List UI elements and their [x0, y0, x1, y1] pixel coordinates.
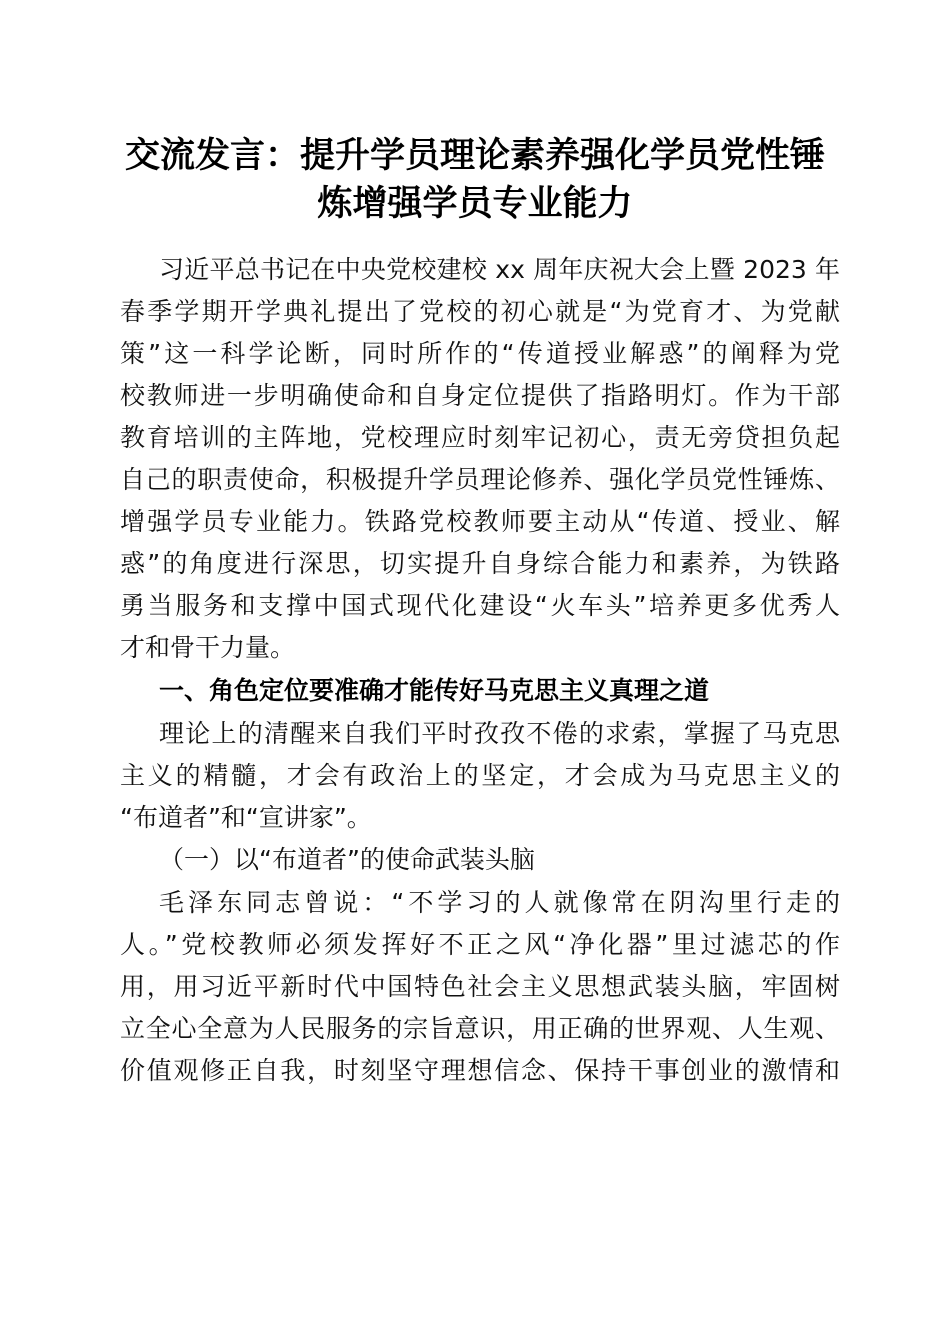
body-text-line: 习近平总书记在中央党校建校 xx 周年庆祝大会上暨 2023 年 — [159, 255, 840, 284]
body-text-line: 惑”的角度进行深思，切实提升自身综合能力和素养，为铁路 — [120, 549, 840, 578]
title-line-1: 交流发言：提升学员理论素养强化学员党性锤 — [124, 135, 825, 176]
body-text-line: 策”这一科学论断，同时所作的“传道授业解惑”的阐释为党 — [120, 339, 840, 368]
body-text-line: 价值观修正自我，时刻坚守理想信念、保持干事创业的激情和 — [120, 1056, 840, 1085]
body-text-line: “布道者”和“宣讲家”。 — [120, 803, 372, 832]
body-text-line: 教育培训的主阵地，党校理应时刻牢记初心，责无旁贷担负起 — [120, 423, 840, 452]
body-text-line: 主义的精髓，才会有政治上的坚定，才会成为马克思主义的 — [120, 761, 840, 790]
body-text-line: （一）以“布道者”的使命武装头脑 — [159, 845, 535, 874]
body-text-line: 自己的职责使命，积极提升学员理论修养、强化学员党性锤炼、 — [120, 465, 840, 494]
body-text-line: 增强学员专业能力。铁路党校教师要主动从“传道、授业、解 — [120, 507, 840, 536]
body-text-line: 勇当服务和支撑中国式现代化建设“火车头”培养更多优秀人 — [120, 591, 840, 620]
section-heading: 一、角色定位要准确才能传好马克思主义真理之道 — [159, 676, 710, 705]
body-text-line: 立全心全意为人民服务的宗旨意识，用正确的世界观、人生观、 — [120, 1014, 840, 1043]
body-text-line: 毛泽东同志曾说：“不学习的人就像常在阴沟里行走的 — [159, 888, 840, 917]
body-text-line: 校教师进一步明确使命和自身定位提供了指路明灯。作为干部 — [120, 381, 840, 410]
title-line-2: 炼增强学员专业能力 — [317, 183, 633, 224]
body-text-line: 人。”党校教师必须发挥好不正之风“净化器”里过滤芯的作 — [120, 930, 840, 959]
body-text-line: 用，用习近平新时代中国特色社会主义思想武装头脑，牢固树 — [120, 972, 840, 1001]
body-text-line: 春季学期开学典礼提出了党校的初心就是“为党育才、为党献 — [120, 297, 840, 326]
body-text-line: 理论上的清醒来自我们平时孜孜不倦的求索，掌握了马克思 — [159, 719, 840, 748]
body-text-line: 才和骨干力量。 — [120, 633, 296, 662]
